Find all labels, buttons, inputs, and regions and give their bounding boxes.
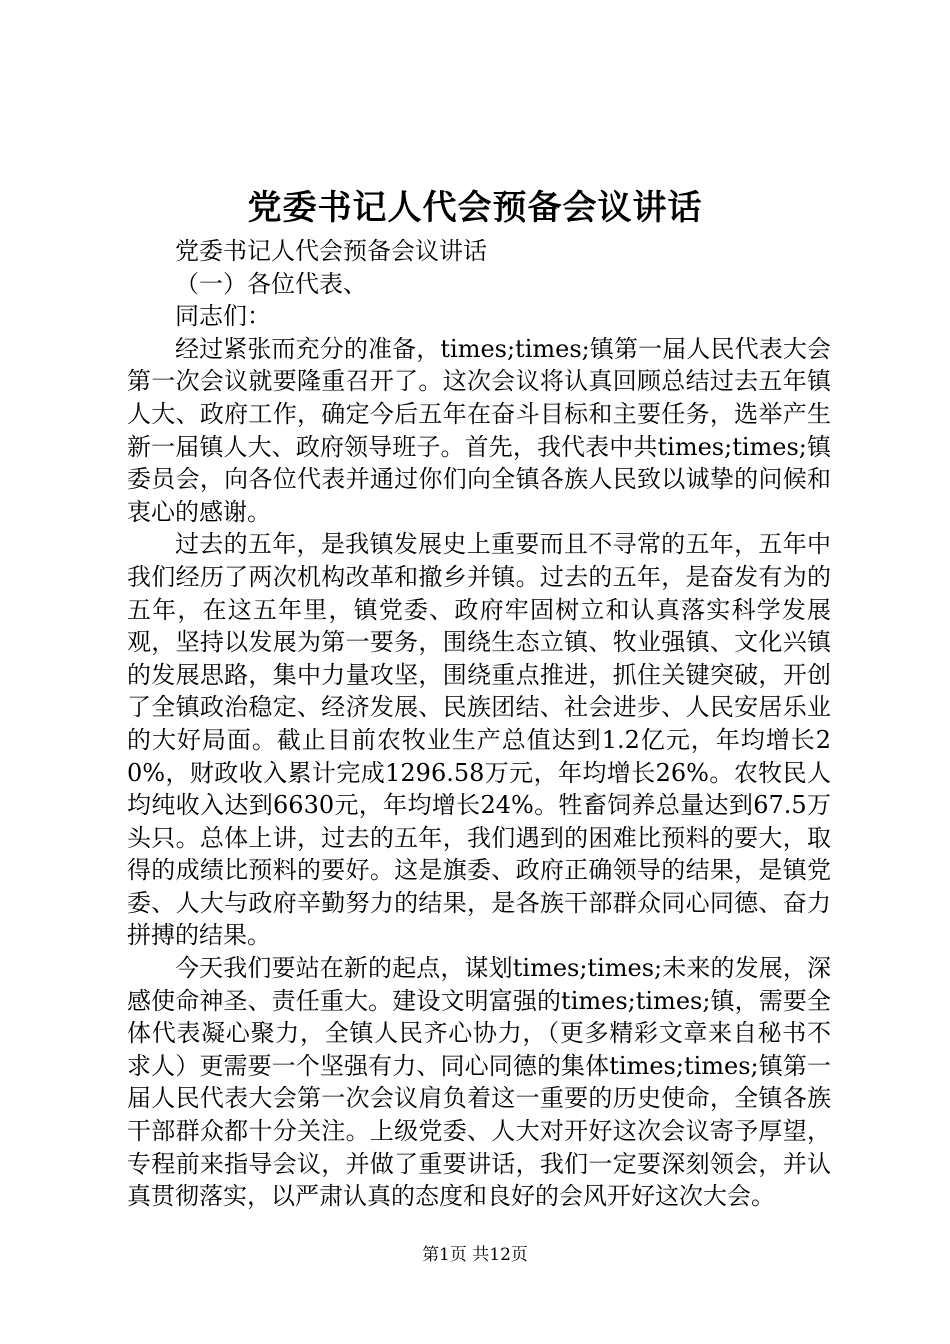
paragraph-salutation-1: （一）各位代表、: [175, 269, 367, 298]
paragraph-salutation-2: 同志们：: [175, 302, 271, 331]
paragraph-subtitle: 党委书记人代会预备会议讲话: [175, 237, 487, 265]
paragraph-body-1: 经过紧张而充分的准备，times;times;镇第一届人民代表大会第一次会议就要隆重召开了。这次会议将认真回顾总结过去五年镇人大、政府工作，确定今后五年在奋斗目标和主要任务，选举产生新一届镇人大、政府领导班子。首先，我代表中共times;times;镇委员会，向各位代表并通过你们向全镇各族人民致以诚挚的问候和衷心的感谢。: [127, 334, 831, 526]
page-footer: 第1页 共12页: [422, 1245, 528, 1265]
document-title: 党委书记人代会预备会议讲话: [247, 188, 703, 228]
document-body: [127, 235, 831, 1213]
paragraph-body-3: 今天我们要站在新的起点，谋划times;times;未来的发展，深感使命神圣、责任重大。建设文明富强的times;times;镇，需要全体代表凝心聚力，全镇人民齐心协力，（更多精彩文章来自秘书不求人）更需要一个坚强有力、同心同德的集体times;times;镇第一届人民代表大会第一次会议肩负着这一重要的历史使命，全镇各族干部群众都十分关注。上级党委、人大对开好这次会议寄予厚望，专程前来指导会议，并做了重要讲话，我们一定要深刻领会，并认真贯彻落实，以严肃认真的态度和良好的会风开好这次大会。: [127, 954, 831, 1211]
paragraph-body-2: 过去的五年，是我镇发展史上重要而且不寻常的五年，五年中我们经历了两次机构改革和撤乡并镇。过去的五年，是奋发有为的五年，在这五年里，镇党委、政府牢固树立和认真落实科学发展观，坚持以发展为第一要务，围绕生态立镇、牧业强镇、文化兴镇的发展思路，集中力量攻坚，围绕重点推进，抓住关键突破，开创了全镇政治稳定、经济发展、民族团结、社会进步、人民安居乐业的大好局面。截止目前农牧业生产总值达到1.2亿元，年均增长20%，财政收入累计完成1296.58万元，年均增长26%。农牧民人均纯收入达到6630元，年均增长24%。牲畜饲养总量达到67.5万头只。总体上讲，过去的五年，我们遇到的困难比预料的要大，取得的成绩比预料的要好。这是旗委、政府正确领导的结果，是镇党委、人大与政府辛勤努力的结果，是各族干部群众同心同德、奋力拼搏的结果。: [127, 530, 831, 950]
